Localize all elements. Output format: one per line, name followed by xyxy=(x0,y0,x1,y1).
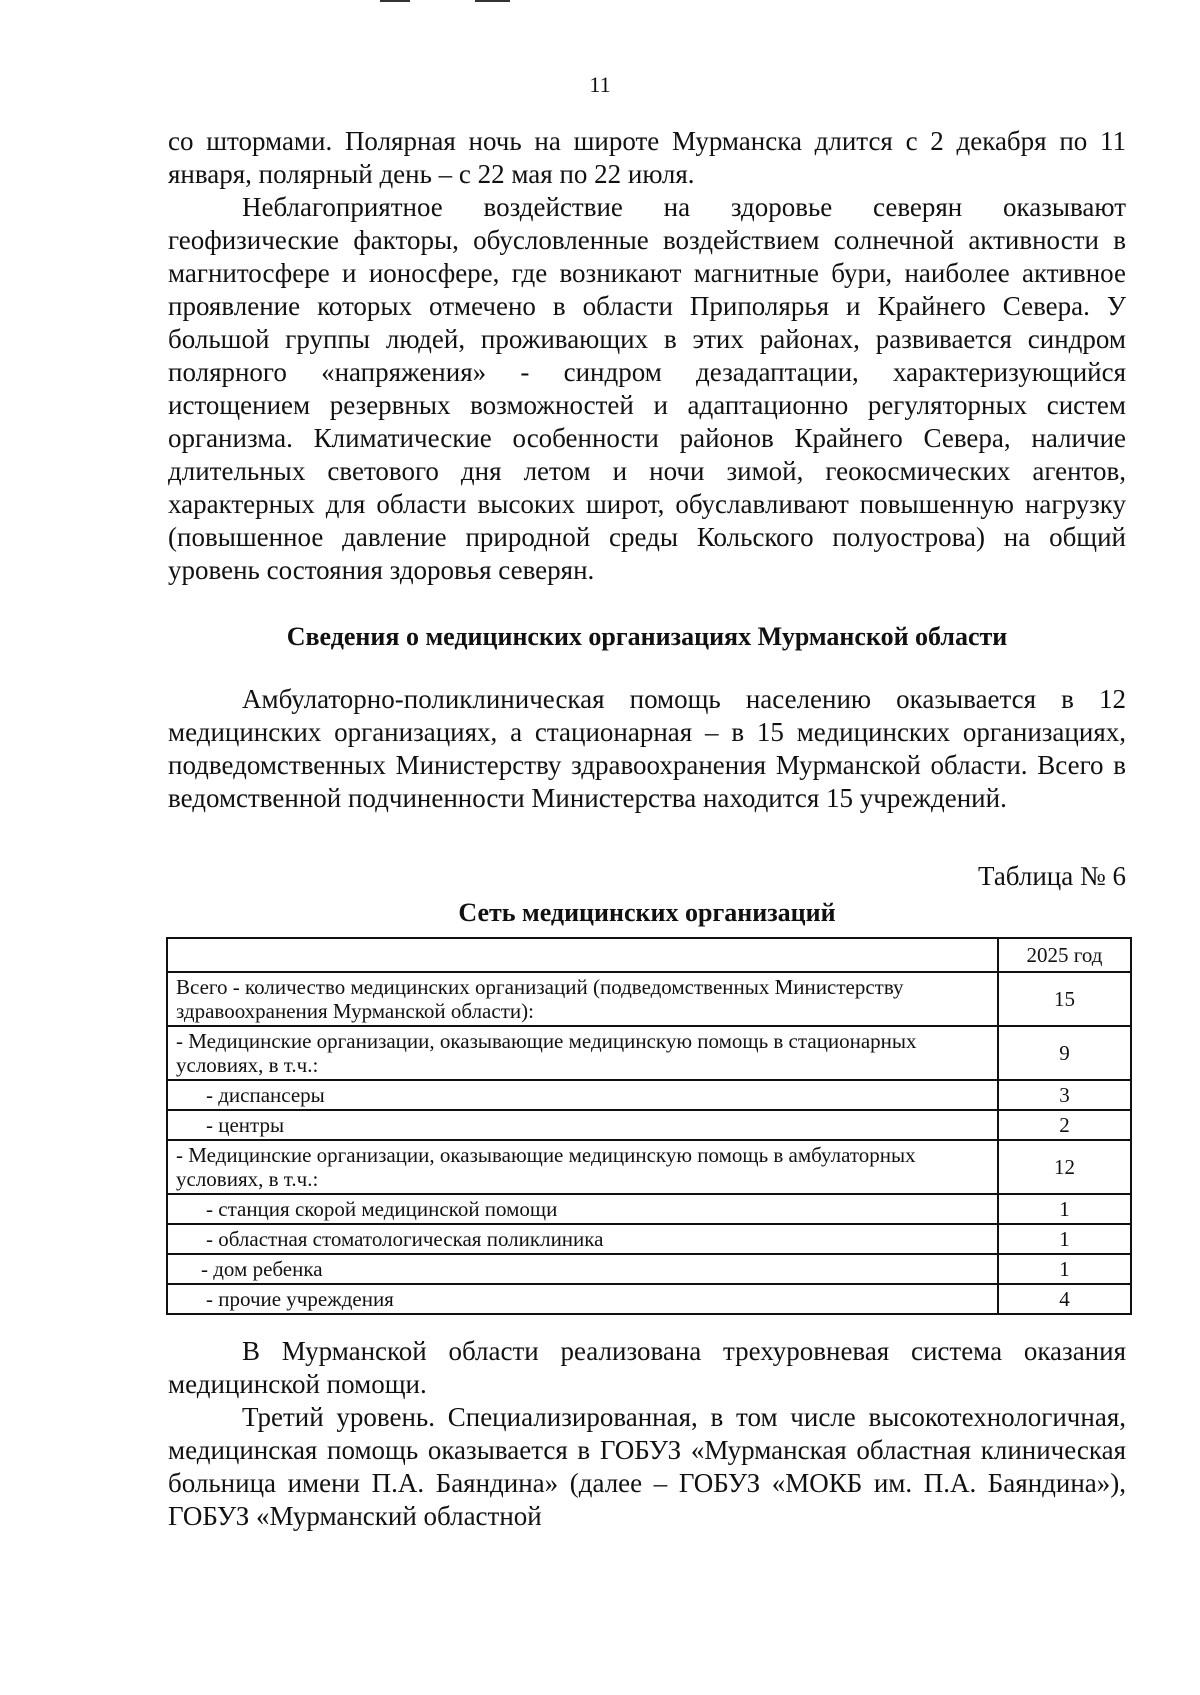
table-row xyxy=(167,1194,1131,1224)
page-number: 11 xyxy=(589,72,611,97)
table-row xyxy=(167,1284,1131,1314)
table-row-label: - станция скорой медицинской помощи xyxy=(167,1194,998,1224)
table-row xyxy=(167,1140,1131,1194)
table-row-value: 3 xyxy=(998,1080,1131,1110)
table-header-empty-cell xyxy=(167,938,998,972)
table-header-year: 2025 год xyxy=(998,938,1131,972)
table-row xyxy=(167,1080,1131,1110)
document-body xyxy=(168,125,1126,1533)
table-row xyxy=(167,1026,1131,1080)
table-title: Сеть медицинских организаций xyxy=(458,898,836,927)
table-row-label: - центры xyxy=(167,1110,998,1140)
section-heading: Сведения о медицинских организациях Мурманской области xyxy=(286,622,1008,651)
table-row xyxy=(167,1110,1131,1140)
table-row xyxy=(167,972,1131,1026)
table-row-value: 2 xyxy=(998,1110,1131,1140)
table-row xyxy=(167,1254,1131,1284)
paragraph-three-level-system: В Мурманской области реализована трехуровневая система оказания медицинской помощи. xyxy=(168,1336,1126,1399)
table-row-label: - дом ребенка xyxy=(167,1254,998,1284)
paragraph-medical-organizations: Амбулаторно-поликлиническая помощь населению оказывается в 12 медицинских организациях, а стационарная – в 15 медицинских организациях, подведомственных Министерству здравоохранения Мурманской области. Всего в ведомственной подчиненности Министерства находится 15 учреждений. xyxy=(168,684,1126,813)
table-row-value: 12 xyxy=(998,1140,1131,1194)
table-row-value: 1 xyxy=(998,1194,1131,1224)
table-row-value: 15 xyxy=(998,972,1131,1026)
table-row-label: - прочие учреждения xyxy=(167,1284,998,1314)
table-row-label: - диспансеры xyxy=(167,1080,998,1110)
table-row-label: - Медицинские организации, оказывающие медицинскую помощь в стационарных условиях, в т.ч.: xyxy=(167,1026,998,1080)
table-row-label: - Медицинские организации, оказывающие медицинскую помощь в амбулаторных условиях, в т.ч.: xyxy=(167,1140,998,1194)
table-caption: Таблица № 6 xyxy=(978,861,1126,891)
table-row xyxy=(167,1224,1131,1254)
table-row-value: 1 xyxy=(998,1254,1131,1284)
table-row-value: 4 xyxy=(998,1284,1131,1314)
table-row-value: 9 xyxy=(998,1026,1131,1080)
table-row-label: Всего - количество медицинских организаций (подведомственных Министерству здравоохранения Мурманской области): xyxy=(167,972,998,1026)
paragraph-geophysical-factors: Неблагоприятное воздействие на здоровье северян оказывают геофизические факторы, обусловленные воздействием солнечной активности в магнитосфере и ионосфере, где возникают магнитные бури, наиболее активное проявление которых отмечено в области Приполярья и Крайнего Севера. У большой группы людей, проживающих в этих районах, развивается синдром полярного «напряжения» - синдром дезадаптации, характеризующийся истощением резервных возможностей и адаптационно регуляторных систем организма. Климатические особенности районов Крайнего Севера, наличие длительных светового дня летом и ночи зимой, геокосмических агентов, характерных для области высоких широт, обуславливают повышенную нагрузку (повышенное давление природной среды Кольского полуострова) на общий уровень состояния здоровья северян. xyxy=(168,192,1126,585)
table-row-label: - областная стоматологическая поликлиника xyxy=(167,1224,998,1254)
paragraph-continuation: со штормами. Полярная ночь на широте Мурманска длится с 2 декабря по 11 января, полярный день – с 22 мая по 22 июля. xyxy=(168,126,1126,189)
paragraph-third-level: Третий уровень. Специализированная, в том числе высокотехнологичная, медицинская помощь оказывается в ГОБУЗ «Мурманская областная клиническая больница имени П.А. Баяндина» (далее – ГОБУЗ «МОКБ им. П.А. Баяндина»), ГОБУЗ «Мурманский областной xyxy=(168,1402,1126,1531)
table-header-row xyxy=(167,938,1131,972)
table-row-value: 1 xyxy=(998,1224,1131,1254)
medical-organizations-table xyxy=(166,937,1132,1315)
